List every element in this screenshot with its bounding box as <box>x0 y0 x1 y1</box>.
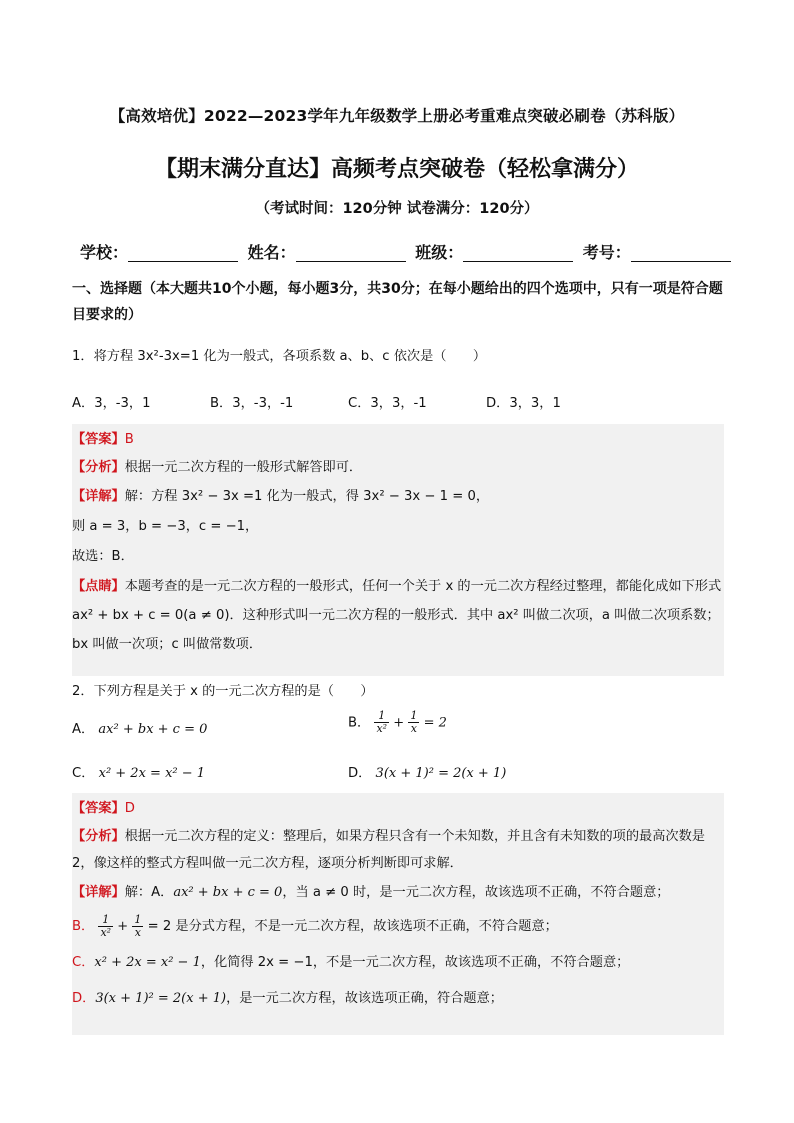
detail-a-equation: ax² + bx + c = 0 <box>173 885 283 900</box>
exam-info: （考试时间：120分钟 试卷满分：120分） <box>255 201 539 217</box>
option-b-rhs: = 2 <box>423 715 447 731</box>
q2-option-a[interactable] <box>72 718 207 737</box>
option-letter: B． <box>348 715 371 731</box>
comment-tag: 【点睛】 <box>72 579 125 594</box>
class-field[interactable] <box>463 243 573 262</box>
series-header: 【高效培优】2022—2023学年九年级数学上册必考重难点突破必刷卷（苏科版） <box>109 107 685 125</box>
option-c-equation: x² + 2x = x² − 1 <box>98 766 206 781</box>
q1-comment-text: 本题考查的是一元二次方程的一般形式，任何一个关于 x 的一元二次方程经过整理，都能化成如下形式 ax² + bx + c = 0(a ≠ 0)．这种形式叫一元二次方程的一般形式．其中 ax² 叫做二次项，a 叫做二次项系数；bx 叫做一次项；c 叫做常数项． <box>72 579 722 652</box>
fraction-1-over-x-squared: $\frac{1}{\text{x²}}$ <box>376 709 388 735</box>
detail-prefix: B． <box>72 919 95 934</box>
detail-prefix: C． <box>72 955 95 970</box>
detail-c-equation: x² + 2x = x² − 1 <box>94 955 201 970</box>
detail-d-equation: 3(x + 1)² = 2(x + 1) <box>95 991 227 1006</box>
detail-prefix: D． <box>72 991 96 1006</box>
answer-tag: 【答案】 <box>72 801 125 816</box>
q1-detail-line <box>72 482 724 512</box>
q2-detail-d <box>72 981 724 1017</box>
q2-answer: D <box>124 801 135 816</box>
q1-detail-1: 解：方程 3x² − 3x =1 化为一般式，得 3x² − 3x − 1 = 0， <box>124 489 490 504</box>
detail-tag: 【详解】 <box>72 885 125 900</box>
detail-b-text: = 2 是分式方程，不是一元二次方程，故该选项不正确，不符合题意； <box>147 919 558 934</box>
q1-answer-line <box>72 426 724 454</box>
option-a-equation: ax² + bx + c = 0 <box>98 722 208 737</box>
detail-prefix: 解：A． <box>124 885 174 900</box>
q2-option-b[interactable]: B． $\frac{1}{\text{x²}}$ + $\frac{1}{x}$ = 2 <box>348 709 447 735</box>
q2-option-c[interactable] <box>72 762 205 781</box>
analysis-tag: 【分析】 <box>72 829 125 844</box>
class-label: 班级： <box>415 243 464 262</box>
name-field[interactable] <box>296 243 406 262</box>
option-d-equation: 3(x + 1)² = 2(x + 1) <box>375 766 507 781</box>
name-label: 姓名： <box>247 243 296 262</box>
detail-d-text: ，是一元二次方程，故该选项正确，符合题意； <box>226 991 503 1006</box>
q1-detail-3: 故选：B． <box>72 549 134 564</box>
fraction-1-over-x: $\frac{1}{x}$ <box>410 709 418 735</box>
analysis-tag: 【分析】 <box>72 460 125 475</box>
fraction-1-over-x: $\frac{1}{x}$ <box>134 912 142 939</box>
option-letter: D． <box>348 766 372 781</box>
fraction-1-over-x-squared: $\frac{1}{\text{x²}}$ <box>100 912 112 939</box>
q2-detail-b: B． $\frac{1}{\text{x²}}$ + $\frac{1}{x}$ = 2 是分式方程，不是一元二次方程，故该选项不正确，不符合题意； <box>72 912 558 939</box>
school-label: 学校： <box>80 243 129 262</box>
q2-answer-line <box>72 795 724 823</box>
q1-option-d[interactable]: D．3，3，1 <box>486 396 561 411</box>
option-letter: A． <box>72 722 95 737</box>
q2-detail-a <box>72 877 724 909</box>
q1-analysis: 根据一元二次方程的一般形式解答即可． <box>124 460 363 475</box>
q2-option-d[interactable] <box>348 762 506 781</box>
q2-analysis-line <box>72 823 724 877</box>
q1-option-b[interactable]: B．3，-3，-1 <box>210 396 294 411</box>
exam-number-field[interactable] <box>631 243 731 262</box>
q1-answer: B <box>124 432 134 447</box>
page-title: 【期末满分直达】高频考点突破卷（轻松拿满分） <box>154 157 639 182</box>
q1-detail-2: 则 a = 3，b = −3，c = −1， <box>72 519 259 534</box>
q2-detail-c <box>72 945 724 981</box>
q2-solution <box>72 793 724 1035</box>
q2-analysis: 根据一元二次方程的定义：整理后，如果方程只含有一个未知数，并且含有未知数的项的最高次数是2，像这样的整式方程叫做一元二次方程，逐项分析判断即可求解． <box>72 829 705 871</box>
detail-tag: 【详解】 <box>72 489 125 504</box>
detail-a-text: ，当 a ≠ 0 时，是一元二次方程，故该选项不正确，不符合题意； <box>282 885 670 900</box>
school-field[interactable] <box>128 243 238 262</box>
option-letter: C． <box>72 766 95 781</box>
q1-analysis-line <box>72 454 724 482</box>
answer-tag: 【答案】 <box>72 432 125 447</box>
q1-option-c[interactable]: C．3，3，-1 <box>348 396 427 411</box>
student-info-fields <box>80 240 735 263</box>
q1-solution <box>72 424 724 676</box>
q1-comment <box>72 572 724 659</box>
q1-stem: 1．将方程 3x²-3x=1 化为一般式，各项系数 a、b、c 依次是（ ） <box>72 349 487 364</box>
q2-stem: 2．下列方程是关于 x 的一元二次方程的是（ ） <box>72 684 374 699</box>
exam-number-label: 考号： <box>582 243 631 262</box>
q1-option-a[interactable]: A．3，-3，1 <box>72 396 151 411</box>
section-heading: 一、选择题（本大题共10个小题，每小题3分，共30分；在每小题给出的四个选项中，只有一项是符合题目要求的） <box>72 281 723 323</box>
detail-c-text: ，化简得 2x = −1，不是一元二次方程，故该选项不正确，不符合题意； <box>200 955 630 970</box>
